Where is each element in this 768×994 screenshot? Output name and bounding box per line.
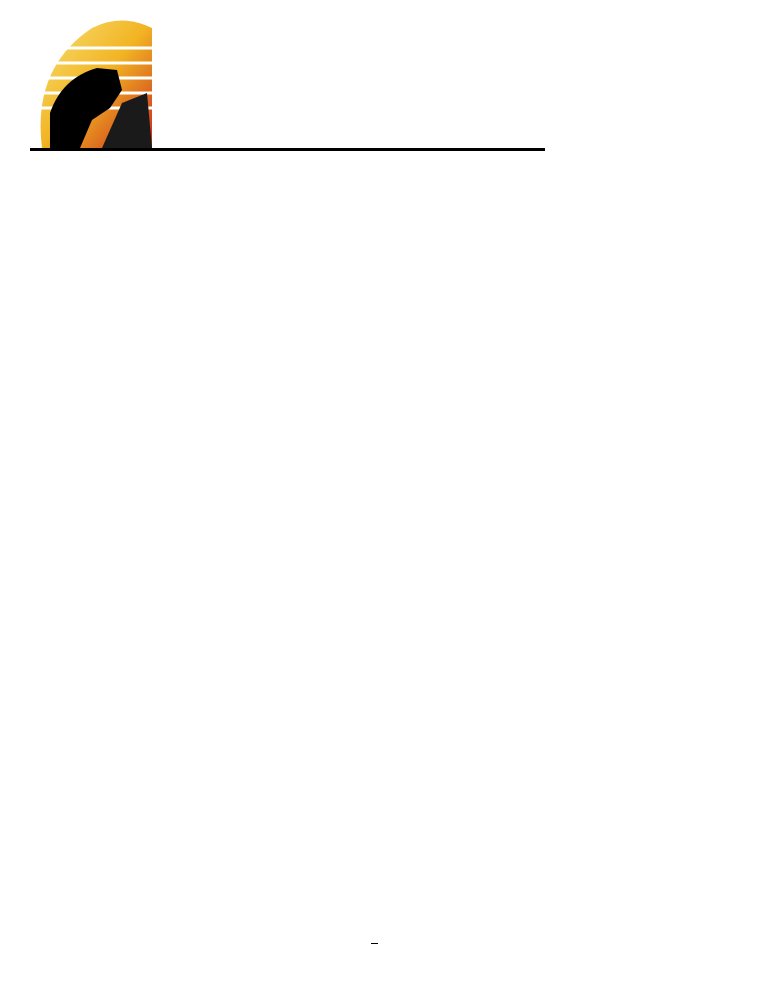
included-block [22,799,746,812]
header-divider [30,148,545,151]
penalty-item [22,918,492,928]
penalty-item [22,908,492,918]
agency-logo [22,8,162,153]
agency-badge [371,943,378,944]
lavender-title [0,312,768,336]
penalty-item [22,888,492,898]
penalty-item [22,898,492,908]
